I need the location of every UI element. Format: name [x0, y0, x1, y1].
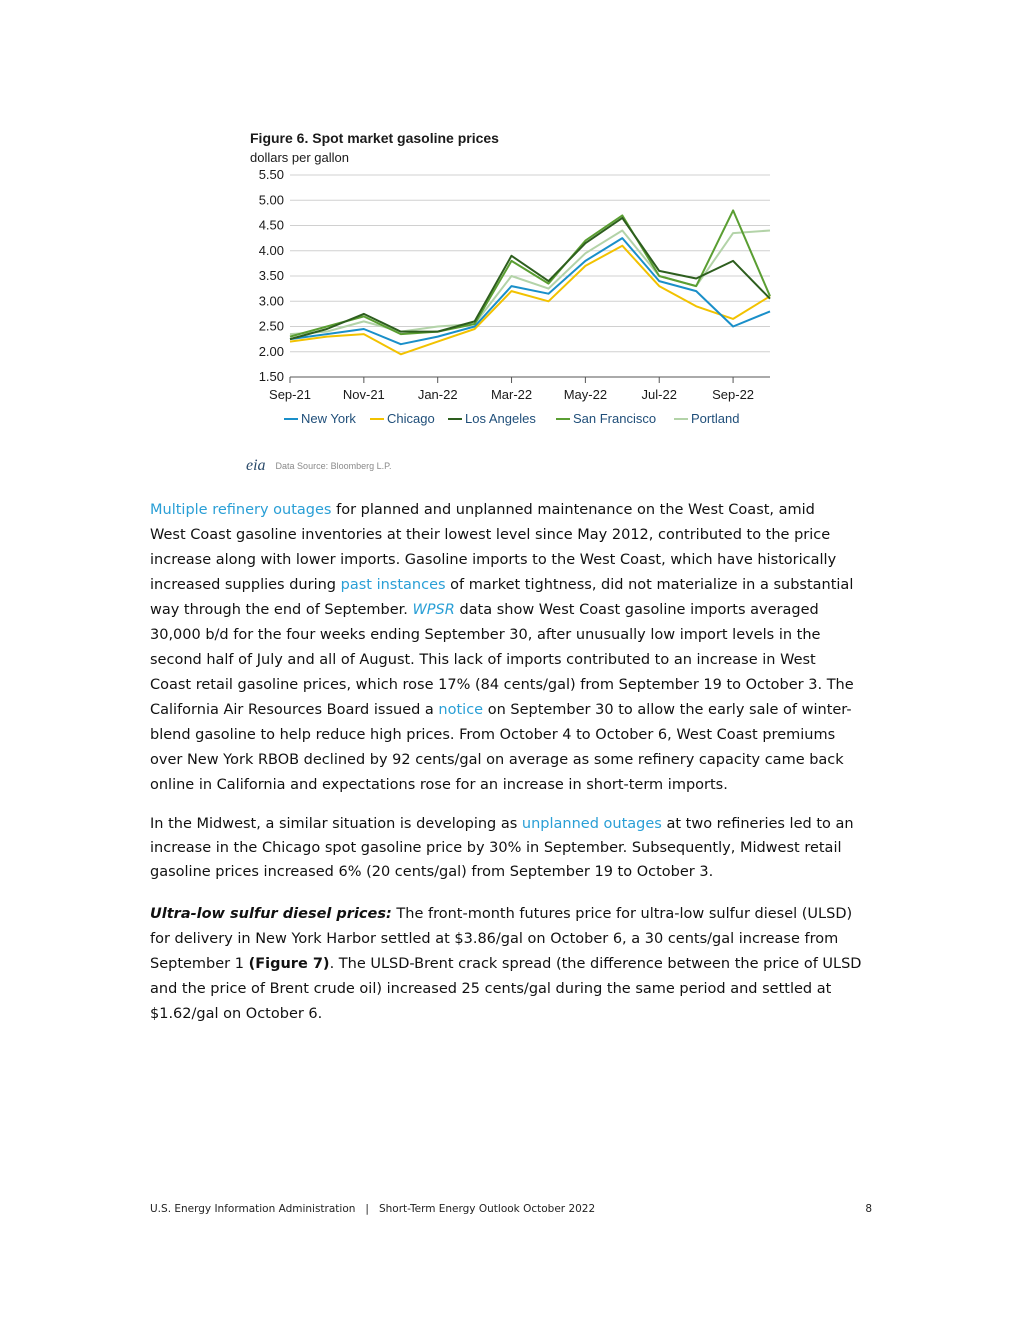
text-span: on September 30 to allow the early sale of winter- [483, 702, 852, 718]
x-tick-label: Jul-22 [641, 387, 677, 402]
paragraph-refinery-outages [150, 498, 872, 798]
x-tick-label: Jan-22 [417, 387, 458, 402]
text-line: for delivery in New York Harbor settled at $3.86/gal on October 6, a 30 cents/gal increase from [150, 931, 839, 947]
source-text: Data Source: Bloomberg L.P. [275, 461, 392, 471]
text-line [150, 573, 872, 598]
text-line: West Coast gasoline inventories at their lowest level since May 2012, contributed to the price [150, 527, 831, 543]
link-notice[interactable]: notice [438, 702, 484, 718]
text-span: way through the end of September. [150, 602, 413, 618]
y-tick-label: 3.50 [258, 268, 284, 283]
series-line-san-francisco [290, 210, 770, 336]
text-line: increase along with lower imports. Gasoline imports to the West Coast, which have historically [150, 552, 837, 568]
legend-label: San Francisco [573, 411, 657, 426]
text-line: Coast retail gasoline prices, which rose 17% (84 cents/gal) from September 19 to October 3. The [150, 677, 854, 693]
text-line: increase in the Chicago spot gasoline price by 30% in September. Subsequently, Midwest retail [150, 840, 842, 856]
y-tick-label: 5.00 [258, 192, 284, 208]
x-tick-label: Sep-21 [269, 387, 311, 402]
text-line: $1.62/gal on October 6. [150, 1006, 323, 1022]
text-line: blend gasoline to help reduce high prices. From October 4 to October 6, West Coast premiums [150, 727, 836, 743]
y-tick-label: 4.50 [258, 217, 284, 233]
figure-6 [246, 126, 776, 476]
y-tick-label: 3.00 [258, 293, 284, 309]
text-span: The front-month futures price for ultra-low sulfur diesel (ULSD) [391, 906, 853, 922]
text-span: California Air Resources Board issued a [150, 702, 439, 718]
text-line: and the price of Brent crude oil) increased 25 cents/gal during the same period and settled at [150, 981, 832, 997]
series-line-chicago [290, 246, 770, 355]
legend-label: New York [301, 411, 356, 426]
y-tick-label: 2.50 [258, 318, 284, 334]
text-line [150, 902, 872, 927]
figure-unit-label: dollars per gallon [250, 150, 350, 165]
y-tick-label: 2.00 [258, 343, 284, 359]
text-line [150, 952, 872, 977]
paragraph-midwest [150, 812, 872, 884]
x-tick-label: Mar-22 [490, 387, 533, 402]
text-span: September 1 [150, 956, 249, 972]
eia-logo: eia [246, 457, 266, 474]
text-line: gasoline prices increased 6% (20 cents/gal) from September 19 to October 3. [150, 864, 714, 880]
link-multiple-refinery-outages[interactable]: Multiple refinery outages [150, 502, 332, 518]
figure-source [246, 456, 391, 476]
text-line: 30,000 b/d for the four weeks ending September 30, after unusually low import levels in the [150, 627, 821, 643]
text-line [150, 698, 872, 723]
text-span: data show West Coast gasoline imports averaged [454, 602, 819, 618]
legend-label: Portland [691, 411, 740, 426]
legend-label: Chicago [387, 411, 435, 426]
x-tick-label: Sep-22 [712, 387, 755, 402]
text-line: online in California and expectations rose for an increase in short-term imports. [150, 777, 728, 793]
spot-gasoline-chart [246, 166, 776, 456]
text-line [150, 812, 872, 836]
text-span: In the Midwest, a similar situation is developing as [150, 816, 522, 832]
text-span: increased supplies during [150, 577, 341, 593]
y-tick-label: 1.50 [258, 369, 284, 384]
text-line: over New York RBOB declined by 92 cents/gal on average as some refinery capacity came back [150, 752, 844, 768]
x-tick-label: Nov-21 [342, 387, 385, 402]
ulsd-heading: Ultra-low sulfur diesel prices: [150, 906, 392, 922]
text-line [150, 598, 872, 623]
text-line: second half of July and all of August. This lack of imports contributed to an increase in West [150, 652, 816, 668]
text-span: . The ULSD-Brent crack spread (the difference between the price of ULSD [329, 956, 862, 972]
footer-publication: U.S. Energy Information Administration | Short-Term Energy Outlook October 2022 [150, 1203, 596, 1215]
text-span: of market tightness, did not materialize in a substantial [445, 577, 854, 593]
paragraph-ulsd [150, 902, 872, 1027]
link-unplanned-outages[interactable]: unplanned outages [521, 816, 662, 832]
series-line-new-york [290, 238, 770, 344]
text-span: at two refineries led to an [661, 816, 854, 832]
y-tick-label: 4.00 [258, 242, 284, 258]
link-past-instances[interactable]: past instances [340, 577, 446, 593]
figure-title: Figure 6. Spot market gasoline prices [250, 130, 499, 146]
figure-7-reference: (Figure 7) [248, 956, 330, 972]
y-tick-label: 5.50 [258, 167, 284, 182]
page-number: 8 [865, 1203, 872, 1215]
x-tick-label: May-22 [563, 387, 608, 402]
link-wpsr[interactable]: WPSR [412, 602, 455, 618]
text-line [150, 498, 872, 523]
text-span: for planned and unplanned maintenance on the West Coast, amid [331, 502, 815, 518]
legend-label: Los Angeles [465, 411, 536, 426]
